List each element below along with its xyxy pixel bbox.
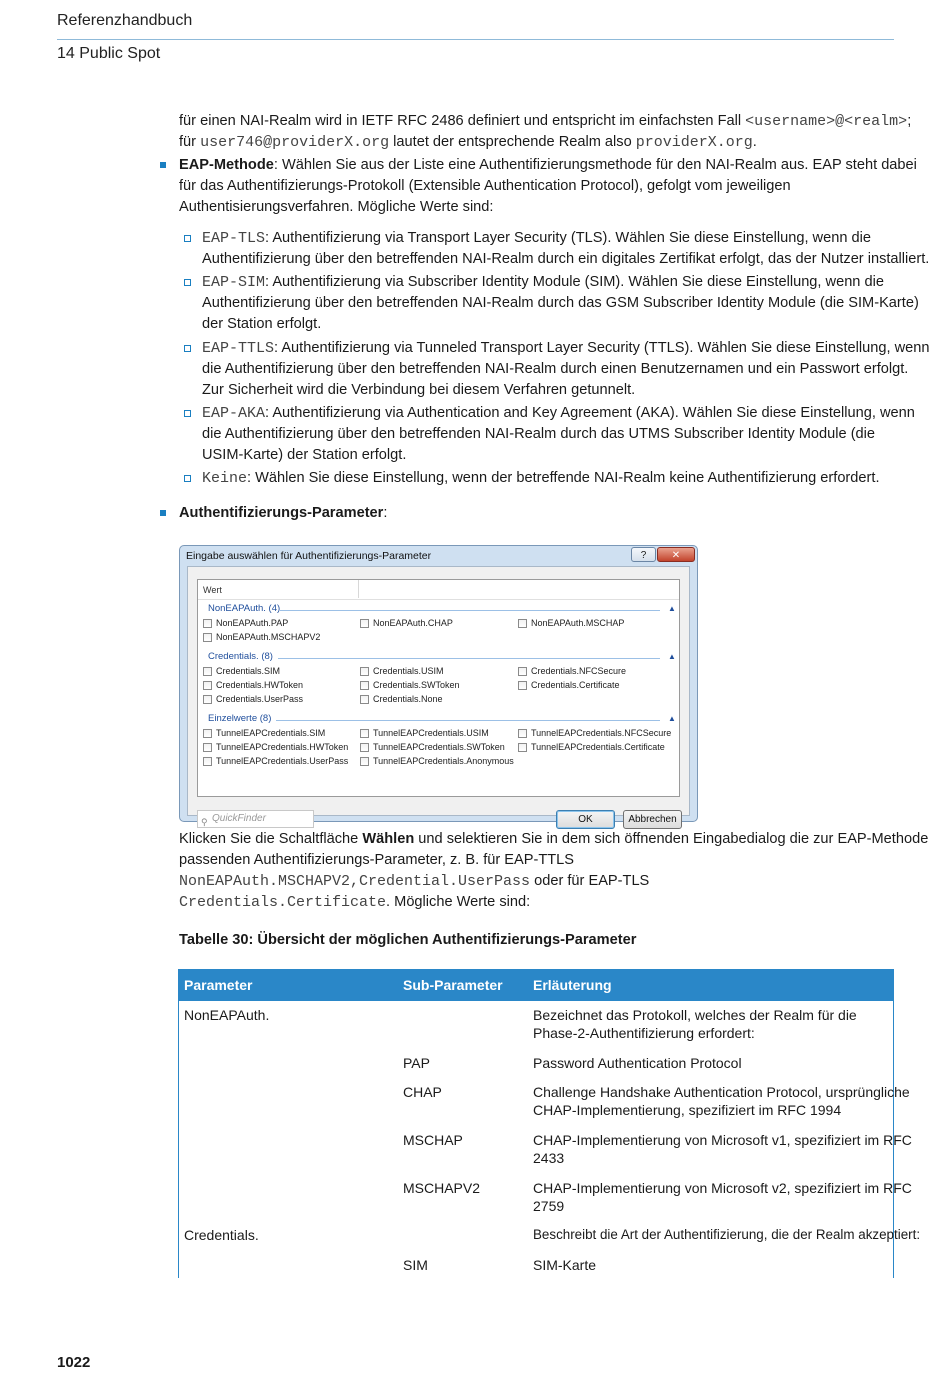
eap-item-keine <box>202 468 880 489</box>
option-label[interactable]: Credentials.None <box>373 694 443 704</box>
bullet-square <box>160 510 166 516</box>
checkbox[interactable] <box>360 743 369 752</box>
desc-line: CHAP-Implementierung von Microsoft v1, spezifiziert im RFC <box>533 1132 912 1148</box>
eap-item-sim <box>202 272 919 335</box>
checkbox[interactable] <box>203 633 212 642</box>
eap-method-label: EAP-Methode <box>179 157 274 173</box>
code-example-user: user746@providerX.org <box>200 134 390 151</box>
column-header-wert[interactable]: Wert <box>203 585 222 595</box>
eap-item-text: : Authentifizierung via Authentication and Key Agreement (AKA). Wählen Sie diese Einstellung, wenn <box>265 405 915 421</box>
table-header-row <box>178 969 894 1001</box>
option-label[interactable]: TunnelEAPCredentials.SIM <box>216 728 326 738</box>
running-header-chapter: 14 Public Spot <box>57 45 161 62</box>
after-text: Klicken Sie die Schaltfläche <box>179 831 363 847</box>
running-header-book: Referenzhandbuch <box>57 12 193 29</box>
option-label[interactable]: TunnelEAPCredentials.UserPass <box>216 756 349 766</box>
group-header-credentials[interactable]: Credentials. (8) <box>208 651 273 662</box>
checkbox[interactable] <box>203 667 212 676</box>
column-header-sub-parameter: Sub-Parameter <box>403 977 503 993</box>
table-cell-sub: MSCHAP <box>403 1132 463 1148</box>
option-label[interactable]: Credentials.SWToken <box>373 680 460 690</box>
checkbox[interactable] <box>360 757 369 766</box>
help-button[interactable]: ? <box>631 547 656 562</box>
desc-line: Challenge Handshake Authentication Protocol, ursprüngliche <box>533 1084 910 1100</box>
intro-text: für <box>179 134 201 150</box>
code-tls-example: Credentials.Certificate <box>179 894 387 911</box>
checkbox[interactable] <box>203 619 212 628</box>
checkbox[interactable] <box>203 695 212 704</box>
after-text: oder für EAP-TLS <box>530 873 650 889</box>
code-keine: Keine <box>202 470 248 487</box>
after-line-4 <box>179 892 530 913</box>
option-label[interactable]: Credentials.Certificate <box>531 680 620 690</box>
intro-line-2 <box>179 132 757 153</box>
desc-line: Bezeichnet das Protokoll, welches der Realm für die <box>533 1007 857 1023</box>
code-example-realm: providerX.org <box>635 134 753 151</box>
quickfinder-input[interactable] <box>197 810 314 828</box>
option-label[interactable]: NonEAPAuth.PAP <box>216 618 289 628</box>
checkbox[interactable] <box>518 619 527 628</box>
bullet-square <box>160 162 166 168</box>
eap-method-line-2: für das Authentifizierungs-Protokoll (Extensible Authentication Protocol), gefolgt vom jeweiligen <box>179 178 791 194</box>
group-header-einzelwerte[interactable]: Einzelwerte (8) <box>208 713 272 724</box>
table-cell-desc <box>533 1131 912 1167</box>
table-cell-sub: PAP <box>403 1055 430 1071</box>
option-label[interactable]: Credentials.HWToken <box>216 680 304 690</box>
bullet-hollow <box>184 279 191 286</box>
desc-line: Phase-2-Authentifizierung erfordert: <box>533 1025 755 1041</box>
search-icon: ⚲ <box>201 817 208 827</box>
collapse-chevron-icon[interactable]: ▲ <box>668 714 676 723</box>
table-cell-param: NonEAPAuth. <box>184 1007 270 1023</box>
intro-text: für einen NAI-Realm wird in IETF RFC 2486 definiert und entspricht im einfachsten Fall <box>179 113 746 129</box>
eap-item-ttls <box>202 338 929 401</box>
checkbox[interactable] <box>518 743 527 752</box>
checkbox[interactable] <box>360 729 369 738</box>
code-eap-tls: EAP-TLS <box>202 230 266 247</box>
value-list[interactable] <box>197 579 680 797</box>
desc-line: 2759 <box>533 1198 565 1214</box>
eap-item-aka <box>202 403 915 466</box>
option-label[interactable]: Credentials.NFCSecure <box>531 666 627 676</box>
table-cell-desc <box>533 1006 857 1042</box>
table-caption: Tabelle 30: Übersicht der möglichen Authentifizierungs-Parameter <box>179 932 637 948</box>
column-separator <box>358 580 359 598</box>
dialog-title: Eingabe auswählen für Authentifizierungs-Parameter <box>186 550 432 562</box>
option-label[interactable]: TunnelEAPCredentials.Certificate <box>531 742 665 752</box>
select-dialog <box>179 545 698 827</box>
option-label[interactable]: TunnelEAPCredentials.NFCSecure <box>531 728 672 738</box>
option-label[interactable]: TunnelEAPCredentials.SWToken <box>373 742 505 752</box>
after-line-3 <box>179 871 649 892</box>
checkbox[interactable] <box>360 695 369 704</box>
table-cell-param: Credentials. <box>184 1227 259 1243</box>
code-eap-aka: EAP-AKA <box>202 405 266 422</box>
checkbox[interactable] <box>203 757 212 766</box>
collapse-chevron-icon[interactable]: ▲ <box>668 652 676 661</box>
after-line-1 <box>179 829 928 850</box>
header-divider <box>57 39 894 40</box>
group-divider <box>280 610 660 611</box>
eap-item-text: : Wählen Sie diese Einstellung, wenn der betreffende NAI-Realm keine Authentifizierung erfordert. <box>247 470 880 486</box>
table-cell-desc: SIM-Karte <box>533 1257 597 1273</box>
option-label[interactable]: Credentials.USIM <box>373 666 444 676</box>
option-label[interactable]: NonEAPAuth.MSCHAPV2 <box>216 632 321 642</box>
eap-item-text: die Authentifizierung über den betreffenden NAI-Realm durch das UTMS Subscriber Identity Module (die <box>202 426 876 442</box>
close-button[interactable]: ✕ <box>657 547 695 562</box>
intro-text: . <box>752 134 757 150</box>
table-cell-sub: CHAP <box>403 1084 442 1100</box>
after-text: . Mögliche Werte sind: <box>386 894 531 910</box>
code-eap-ttls: EAP-TTLS <box>202 340 275 357</box>
checkbox[interactable] <box>203 743 212 752</box>
intro-line-1 <box>179 111 911 132</box>
eap-method-line-1 <box>179 155 917 176</box>
quickfinder-placeholder: QuickFinder <box>212 813 266 824</box>
table-cell-desc <box>533 1179 912 1215</box>
collapse-chevron-icon[interactable]: ▲ <box>668 604 676 613</box>
eap-item-text: : Authentifizierung via Tunneled Transport Layer Security (TTLS). Wählen Sie diese Einstellung, wenn <box>274 340 930 356</box>
eap-item-text: der Station erfolgt. <box>202 316 322 332</box>
option-label[interactable]: Credentials.SIM <box>216 666 281 676</box>
option-label[interactable]: TunnelEAPCredentials.HWToken <box>216 742 349 752</box>
group-divider <box>278 658 660 659</box>
group-header-noneapauth[interactable]: NonEAPAuth. (4) <box>208 603 281 614</box>
checkbox[interactable] <box>518 729 527 738</box>
option-label[interactable]: Credentials.UserPass <box>216 694 304 704</box>
after-line-2: passenden Authentifizierungs-Parameter, z. B. für EAP-TTLS <box>179 852 575 868</box>
column-header-parameter: Parameter <box>184 977 253 993</box>
table-left-border <box>178 1001 179 1278</box>
table-cell-desc <box>533 1083 910 1119</box>
checkbox[interactable] <box>203 681 212 690</box>
eap-item-text: Zur Sicherheit wird die Verbindung bei diesem Verfahren getunnelt. <box>202 382 636 398</box>
auth-param-heading <box>179 503 387 524</box>
intro-text: ; <box>907 113 912 129</box>
ok-button[interactable]: OK <box>556 810 615 829</box>
eap-method-line-3: Authentisierungsverfahren. Mögliche Werte sind: <box>179 199 494 215</box>
auth-param-colon: : <box>383 505 388 521</box>
eap-item-text: Authentifizierung über den betreffenden NAI-Realm durch ein digitales Zertifikat erfolgt, das der Nutzer installiert. <box>202 251 930 267</box>
option-label[interactable]: TunnelEAPCredentials.Anonymous <box>373 756 514 766</box>
eap-item-text: Authentifizierung über den betreffenden NAI-Realm durch das GSM Subscriber Identity Module (die SIM-Karte) <box>202 295 919 311</box>
code-ttls-example: NonEAPAuth.MSCHAPV2,Credential.UserPass <box>179 873 531 890</box>
bullet-hollow <box>184 345 191 352</box>
cancel-button[interactable]: Abbrechen <box>623 810 682 829</box>
option-label[interactable]: NonEAPAuth.MSCHAP <box>531 618 625 628</box>
column-header-erlaeuterung: Erläuterung <box>533 977 612 993</box>
eap-item-text: die Authentifizierung über den betreffenden NAI-Realm durch einen Benutzernamen und ein Passwort erfolgt. <box>202 361 909 377</box>
group-divider <box>276 720 660 721</box>
page-number: 1022 <box>57 1354 91 1371</box>
checkbox[interactable] <box>360 667 369 676</box>
intro-text: lautet der entsprechende Realm also <box>389 134 636 150</box>
option-label[interactable]: NonEAPAuth.CHAP <box>373 618 453 628</box>
code-eap-sim: EAP-SIM <box>202 274 266 291</box>
auth-param-label: Authentifizierungs-Parameter <box>179 505 384 521</box>
after-text: und selektieren Sie in dem sich öffnenden Eingabedialog die zur EAP-Methode <box>414 831 929 847</box>
checkbox[interactable] <box>518 667 527 676</box>
bullet-hollow <box>184 475 191 482</box>
table-cell-sub: MSCHAPV2 <box>403 1180 481 1196</box>
list-header <box>198 580 679 600</box>
bullet-hollow <box>184 235 191 242</box>
waehlen-button-name: Wählen <box>362 831 415 847</box>
option-label[interactable]: TunnelEAPCredentials.USIM <box>373 728 489 738</box>
table-cell-desc: Beschreibt die Art der Authentifizierung, die der Realm akzeptiert: <box>533 1227 921 1242</box>
checkbox[interactable] <box>360 619 369 628</box>
desc-line: CHAP-Implementierung, spezifiziert im RFC 1994 <box>533 1102 842 1118</box>
eap-item-tls <box>202 228 929 270</box>
eap-method-text: : Wählen Sie aus der Liste eine Authentifizierungsmethode für den NAI-Realm aus. EAP steht dabei <box>273 157 917 173</box>
table-cell-sub: SIM <box>403 1257 428 1273</box>
eap-item-text: : Authentifizierung via Transport Layer Security (TLS). Wählen Sie diese Einstellung, wenn die <box>265 230 871 246</box>
desc-line: 2433 <box>533 1150 565 1166</box>
checkbox[interactable] <box>360 681 369 690</box>
eap-item-text: USIM-Karte) der Station erfolgt. <box>202 447 407 463</box>
bullet-hollow <box>184 410 191 417</box>
table-cell-desc: Password Authentication Protocol <box>533 1055 742 1071</box>
checkbox[interactable] <box>203 729 212 738</box>
code-realm-format: <username>@<realm> <box>745 113 908 130</box>
desc-line: CHAP-Implementierung von Microsoft v2, spezifiziert im RFC <box>533 1180 912 1196</box>
dialog-body <box>187 566 690 827</box>
eap-item-text: : Authentifizierung via Subscriber Identity Module (SIM). Wählen Sie diese Einstellung, wenn die <box>265 274 884 290</box>
checkbox[interactable] <box>518 681 527 690</box>
